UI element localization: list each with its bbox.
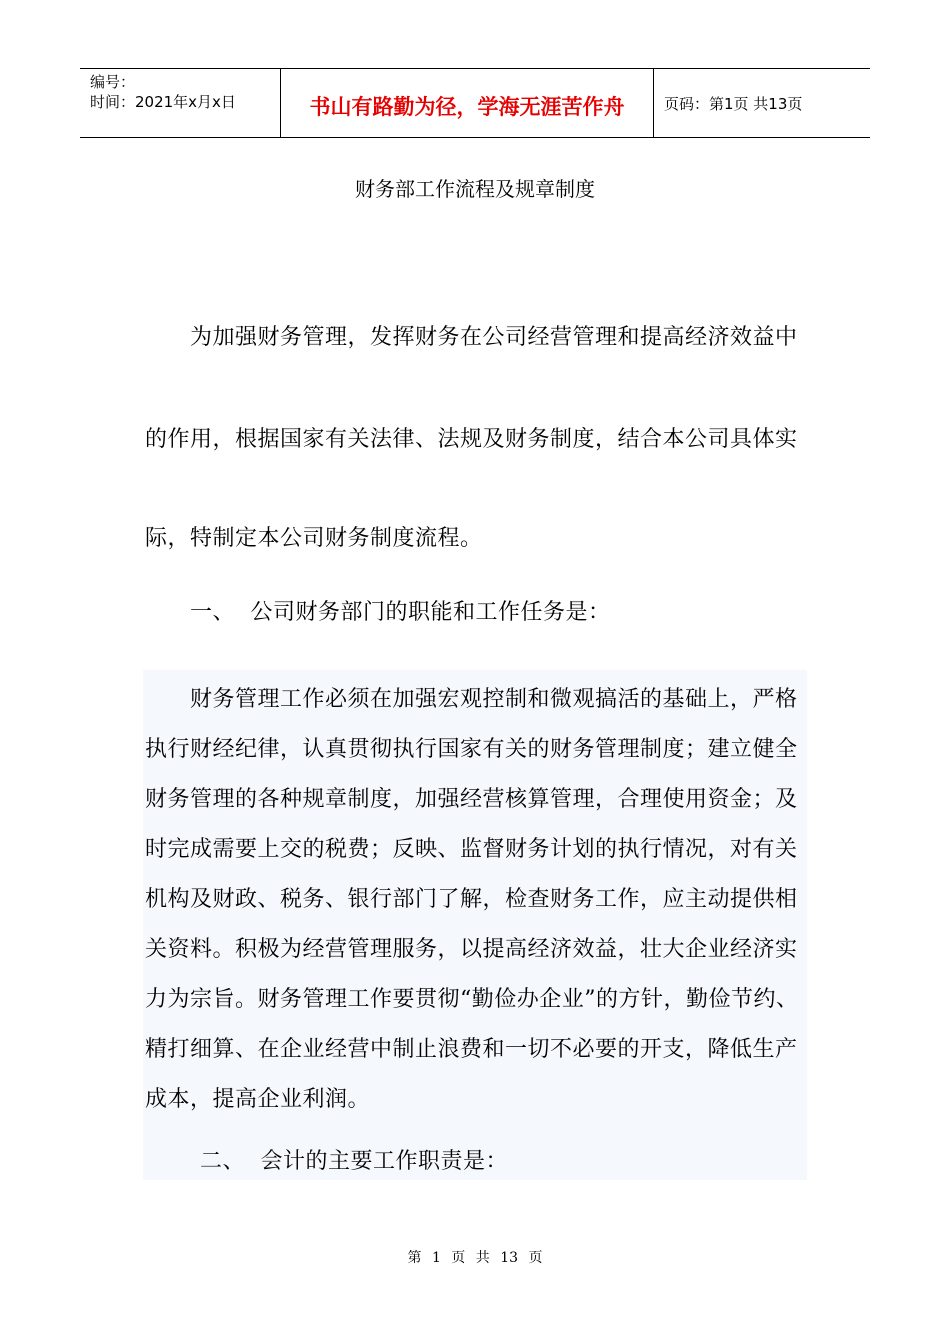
section-heading: 一、 公司财务部门的职能和工作任务是：: [190, 600, 611, 625]
page-header: [80, 68, 870, 138]
section-body-line: 精打细算、在企业经营中制止浪费和一切不必要的开支，降低生产: [145, 1037, 798, 1062]
intro-line: 的作用，根据国家有关法律、法规及财务制度，结合本公司具体实: [145, 427, 798, 452]
document-date-label: 时间：2021年x月x日: [90, 93, 236, 111]
section-body-line: 执行财经纪律，认真贯彻执行国家有关的财务管理制度；建立健全: [145, 737, 798, 762]
section-body-line: 财务管理的各种规章制度，加强经营核算管理，合理使用资金；及: [145, 787, 798, 812]
intro-line: 际，特制定本公司财务制度流程。: [145, 526, 483, 551]
document-title: 财务部工作流程及规章制度: [355, 177, 595, 201]
header-motto-cell: [281, 69, 654, 137]
page-footer: 第 1 页 共 13 页: [407, 1250, 543, 1266]
section-body-line: 时完成需要上交的税费；反映、监督财务计划的执行情况，对有关: [145, 837, 798, 862]
header-motto: 书山有路勤为径，学海无涯苦作舟: [309, 94, 625, 119]
section-body-line: 机构及财政、税务、银行部门了解，检查财务工作，应主动提供相: [145, 887, 798, 912]
header-page-info: 页码：第1页 共13页: [664, 95, 803, 113]
header-page-cell: [654, 69, 870, 137]
section-body-line: 关资料。积极为经营管理服务，以提高经济效益，壮大企业经济实: [145, 937, 798, 962]
section-heading: 二、 会计的主要工作职责是：: [200, 1149, 508, 1174]
intro-line: 为加强财务管理，发挥财务在公司经营管理和提高经济效益中: [190, 325, 798, 350]
section-body-line: 成本，提高企业利润。: [145, 1087, 371, 1112]
document-number-label: 编号：: [90, 73, 136, 91]
section-body-line: 财务管理工作必须在加强宏观控制和微观搞活的基础上，严格: [190, 687, 798, 712]
header-meta-cell: [80, 69, 281, 137]
section-body-line: 力为宗旨。财务管理工作要贯彻“勤俭办企业”的方针，勤俭节约、: [145, 987, 799, 1012]
